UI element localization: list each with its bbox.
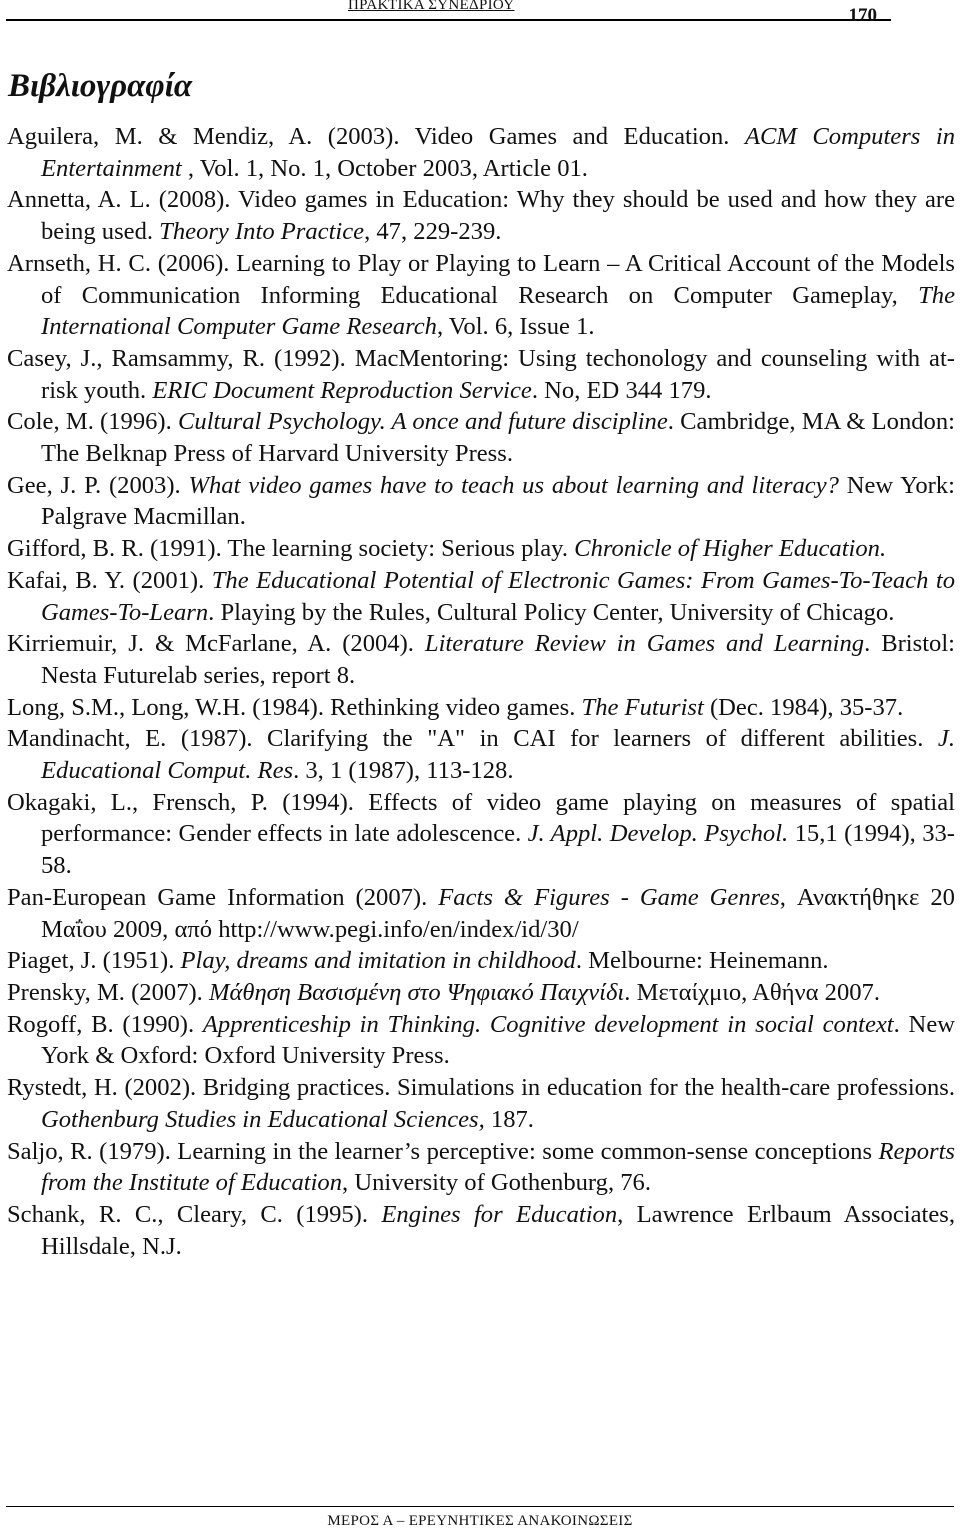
reference-title-italic: Theory Into Practice bbox=[159, 218, 365, 246]
reference-text: Aguilera, M. & Mendiz, A. (2003). Video Games and Education. bbox=[7, 123, 745, 150]
reference-text: Prensky, M. (2007). bbox=[7, 978, 209, 1006]
running-header-title: ΠΡΑΚΤΙΚΑ ΣΥΝΕΔΡΙΟΥ bbox=[348, 0, 515, 13]
reference-title-italic: Engines for Education bbox=[381, 1200, 618, 1228]
reference-title-italic: The Educational Potential of Electronic Games: From Games-To-Teach to Games-To-Learn bbox=[41, 566, 955, 626]
reference-text: Kirriemuir, J. & McFarlane, A. (2004). bbox=[7, 630, 425, 658]
reference-text: Long, S.M., Long, W.H. (1984). Rethinking video games. bbox=[7, 693, 582, 721]
page-number: 170 bbox=[848, 5, 877, 26]
reference-entry bbox=[7, 787, 955, 882]
reference-entry bbox=[7, 945, 955, 977]
reference-text: Schank, R. C., Cleary, C. (1995). bbox=[7, 1200, 382, 1228]
reference-entry bbox=[7, 1136, 955, 1199]
reference-text: (Dec. 1984), 35-37. bbox=[703, 693, 904, 721]
reference-text: . Melbourne: Heinemann. bbox=[575, 947, 829, 975]
reference-text: 15,1 (1994), 33-58. bbox=[41, 820, 955, 880]
reference-title-italic: The International Computer Game Research bbox=[41, 281, 955, 341]
reference-entry bbox=[7, 1199, 955, 1262]
reference-entry bbox=[7, 184, 955, 247]
reference-text: . Playing by the Rules, Cultural Policy Center, University of Chicago. bbox=[208, 598, 895, 626]
reference-entry bbox=[7, 248, 955, 343]
reference-title-italic: What video games have to teach us about learning and literacy? bbox=[188, 471, 839, 499]
reference-text: Piaget, J. (1951). bbox=[7, 947, 181, 975]
reference-entry bbox=[7, 1072, 955, 1135]
reference-title-italic: ERIC Document Reproduction Service bbox=[152, 376, 532, 404]
reference-title-italic: Literature Review in Games and Learning bbox=[424, 630, 865, 658]
reference-title-italic: Play, dreams and imitation in childhood bbox=[180, 947, 576, 975]
reference-entry bbox=[7, 882, 955, 945]
reference-text: . New York & Oxford: Oxford University Press. bbox=[41, 1010, 955, 1070]
reference-title-italic: Apprenticeship in Thinking. Cognitive development in social context bbox=[202, 1010, 894, 1038]
reference-text: Mandinacht, E. (1987). Clarifying the "A" in CAI for learners of different abilities. bbox=[7, 725, 938, 753]
reference-entry bbox=[7, 723, 955, 786]
reference-entry bbox=[7, 343, 955, 406]
reference-entry bbox=[7, 628, 955, 691]
section-title: Βιβλιογραφία bbox=[8, 68, 193, 104]
reference-text: , Ανακτήθηκε 20 Μαΐου 2009, από http://www.pegi.info/en/index/id/30/ bbox=[41, 883, 955, 943]
reference-entry bbox=[7, 692, 955, 724]
reference-title-italic: Gothenburg Studies in Educational Sciences, bbox=[41, 1105, 485, 1133]
reference-text: , 47, 229-239. bbox=[364, 218, 502, 246]
reference-text: Gifford, B. R. (1991). The learning society: Serious play. bbox=[7, 535, 575, 563]
reference-text: , University of Gothenburg, 76. bbox=[342, 1169, 651, 1197]
footer-divider bbox=[6, 1506, 954, 1507]
page-footer: ΜΕΡΟΣ Α – ΕΡΕΥΝΗΤΙΚΕΣ ΑΝΑΚΟΙΝΩΣΕΙΣ bbox=[327, 1513, 633, 1529]
reference-title-italic: Reports from the Institute of Education bbox=[41, 1137, 955, 1197]
reference-entry bbox=[7, 977, 955, 1009]
reference-text: . No, ED 344 179. bbox=[531, 376, 712, 404]
reference-title-italic: ACM Computers in Entertainment bbox=[41, 123, 955, 182]
reference-title-italic: J. Educational Comput. Res bbox=[41, 725, 955, 785]
reference-text: Okagaki, L., Frensch, P. (1994). Effects of video game playing on measures of spatial performance: Gender effects in late adolescence. bbox=[7, 788, 955, 848]
reference-entry bbox=[7, 533, 955, 565]
reference-title-italic: Cultural Psychology. A once and future discipline bbox=[178, 408, 668, 436]
reference-entry bbox=[7, 121, 955, 184]
reference-entry bbox=[7, 406, 955, 469]
reference-text: Annetta, A. L. (2008). Video games in Education: Why they should be used and how they are being used. bbox=[7, 186, 955, 246]
reference-text: Arnseth, H. C. (2006). Learning to Play or Playing to Learn – A Critical Account of the Models of Communication Informing Educational Research on Computer Gameplay, bbox=[7, 249, 955, 309]
reference-text: Gee, J. P. (2003). bbox=[7, 471, 189, 499]
reference-text: , Vol. 6, Issue 1. bbox=[436, 313, 595, 341]
reference-text: Saljo, R. (1979). Learning in the learner’s perceptive: some common-sense conceptions bbox=[7, 1137, 879, 1165]
reference-text: . Μεταίχμιο, Αθήνα 2007. bbox=[624, 978, 881, 1006]
reference-text: Rogoff, B. (1990). bbox=[7, 1010, 203, 1038]
reference-text: , Vol. 1, No. 1, October 2003, Article 01. bbox=[181, 154, 588, 182]
reference-title-italic: Chronicle of Higher Education. bbox=[574, 535, 887, 563]
reference-entry bbox=[7, 470, 955, 533]
reference-title-italic: The Futurist bbox=[581, 693, 704, 721]
reference-text: Kafai, B. Y. (2001). bbox=[7, 566, 212, 594]
reference-text: . Bristol: Nesta Futurelab series, report 8. bbox=[41, 630, 955, 689]
reference-text: , Lawrence Erlbaum Associates, Hillsdale, N.J. bbox=[41, 1200, 955, 1260]
reference-title-italic: J. Appl. Develop. Psychol. bbox=[527, 820, 789, 848]
reference-text: . Cambridge, MA & London: The Belknap Press of Harvard University Press. bbox=[41, 408, 955, 468]
reference-list bbox=[7, 121, 955, 1262]
reference-text: Cole, M. (1996). bbox=[7, 408, 178, 436]
reference-entry bbox=[7, 1009, 955, 1072]
reference-text: 187. bbox=[484, 1105, 534, 1133]
reference-entry bbox=[7, 565, 955, 628]
page-header bbox=[6, 0, 891, 26]
reference-text: Casey, J., Ramsammy, R. (1992). MacMentoring: Using techonology and counseling with at-risk youth. bbox=[7, 344, 955, 404]
reference-text: Rystedt, H. (2002). Bridging practices. Simulations in education for the health-care professions. bbox=[7, 1074, 955, 1102]
reference-title-italic: Μάθηση Βασισμένη στο Ψηφιακό Παιχνίδι bbox=[208, 978, 625, 1006]
reference-text: New York: Palgrave Macmillan. bbox=[41, 471, 956, 531]
reference-text: . 3, 1 (1987), 113-128. bbox=[293, 757, 514, 785]
reference-text: Pan-European Game Information (2007). bbox=[7, 883, 439, 911]
reference-title-italic: Facts & Figures - Game Genres bbox=[438, 883, 780, 911]
